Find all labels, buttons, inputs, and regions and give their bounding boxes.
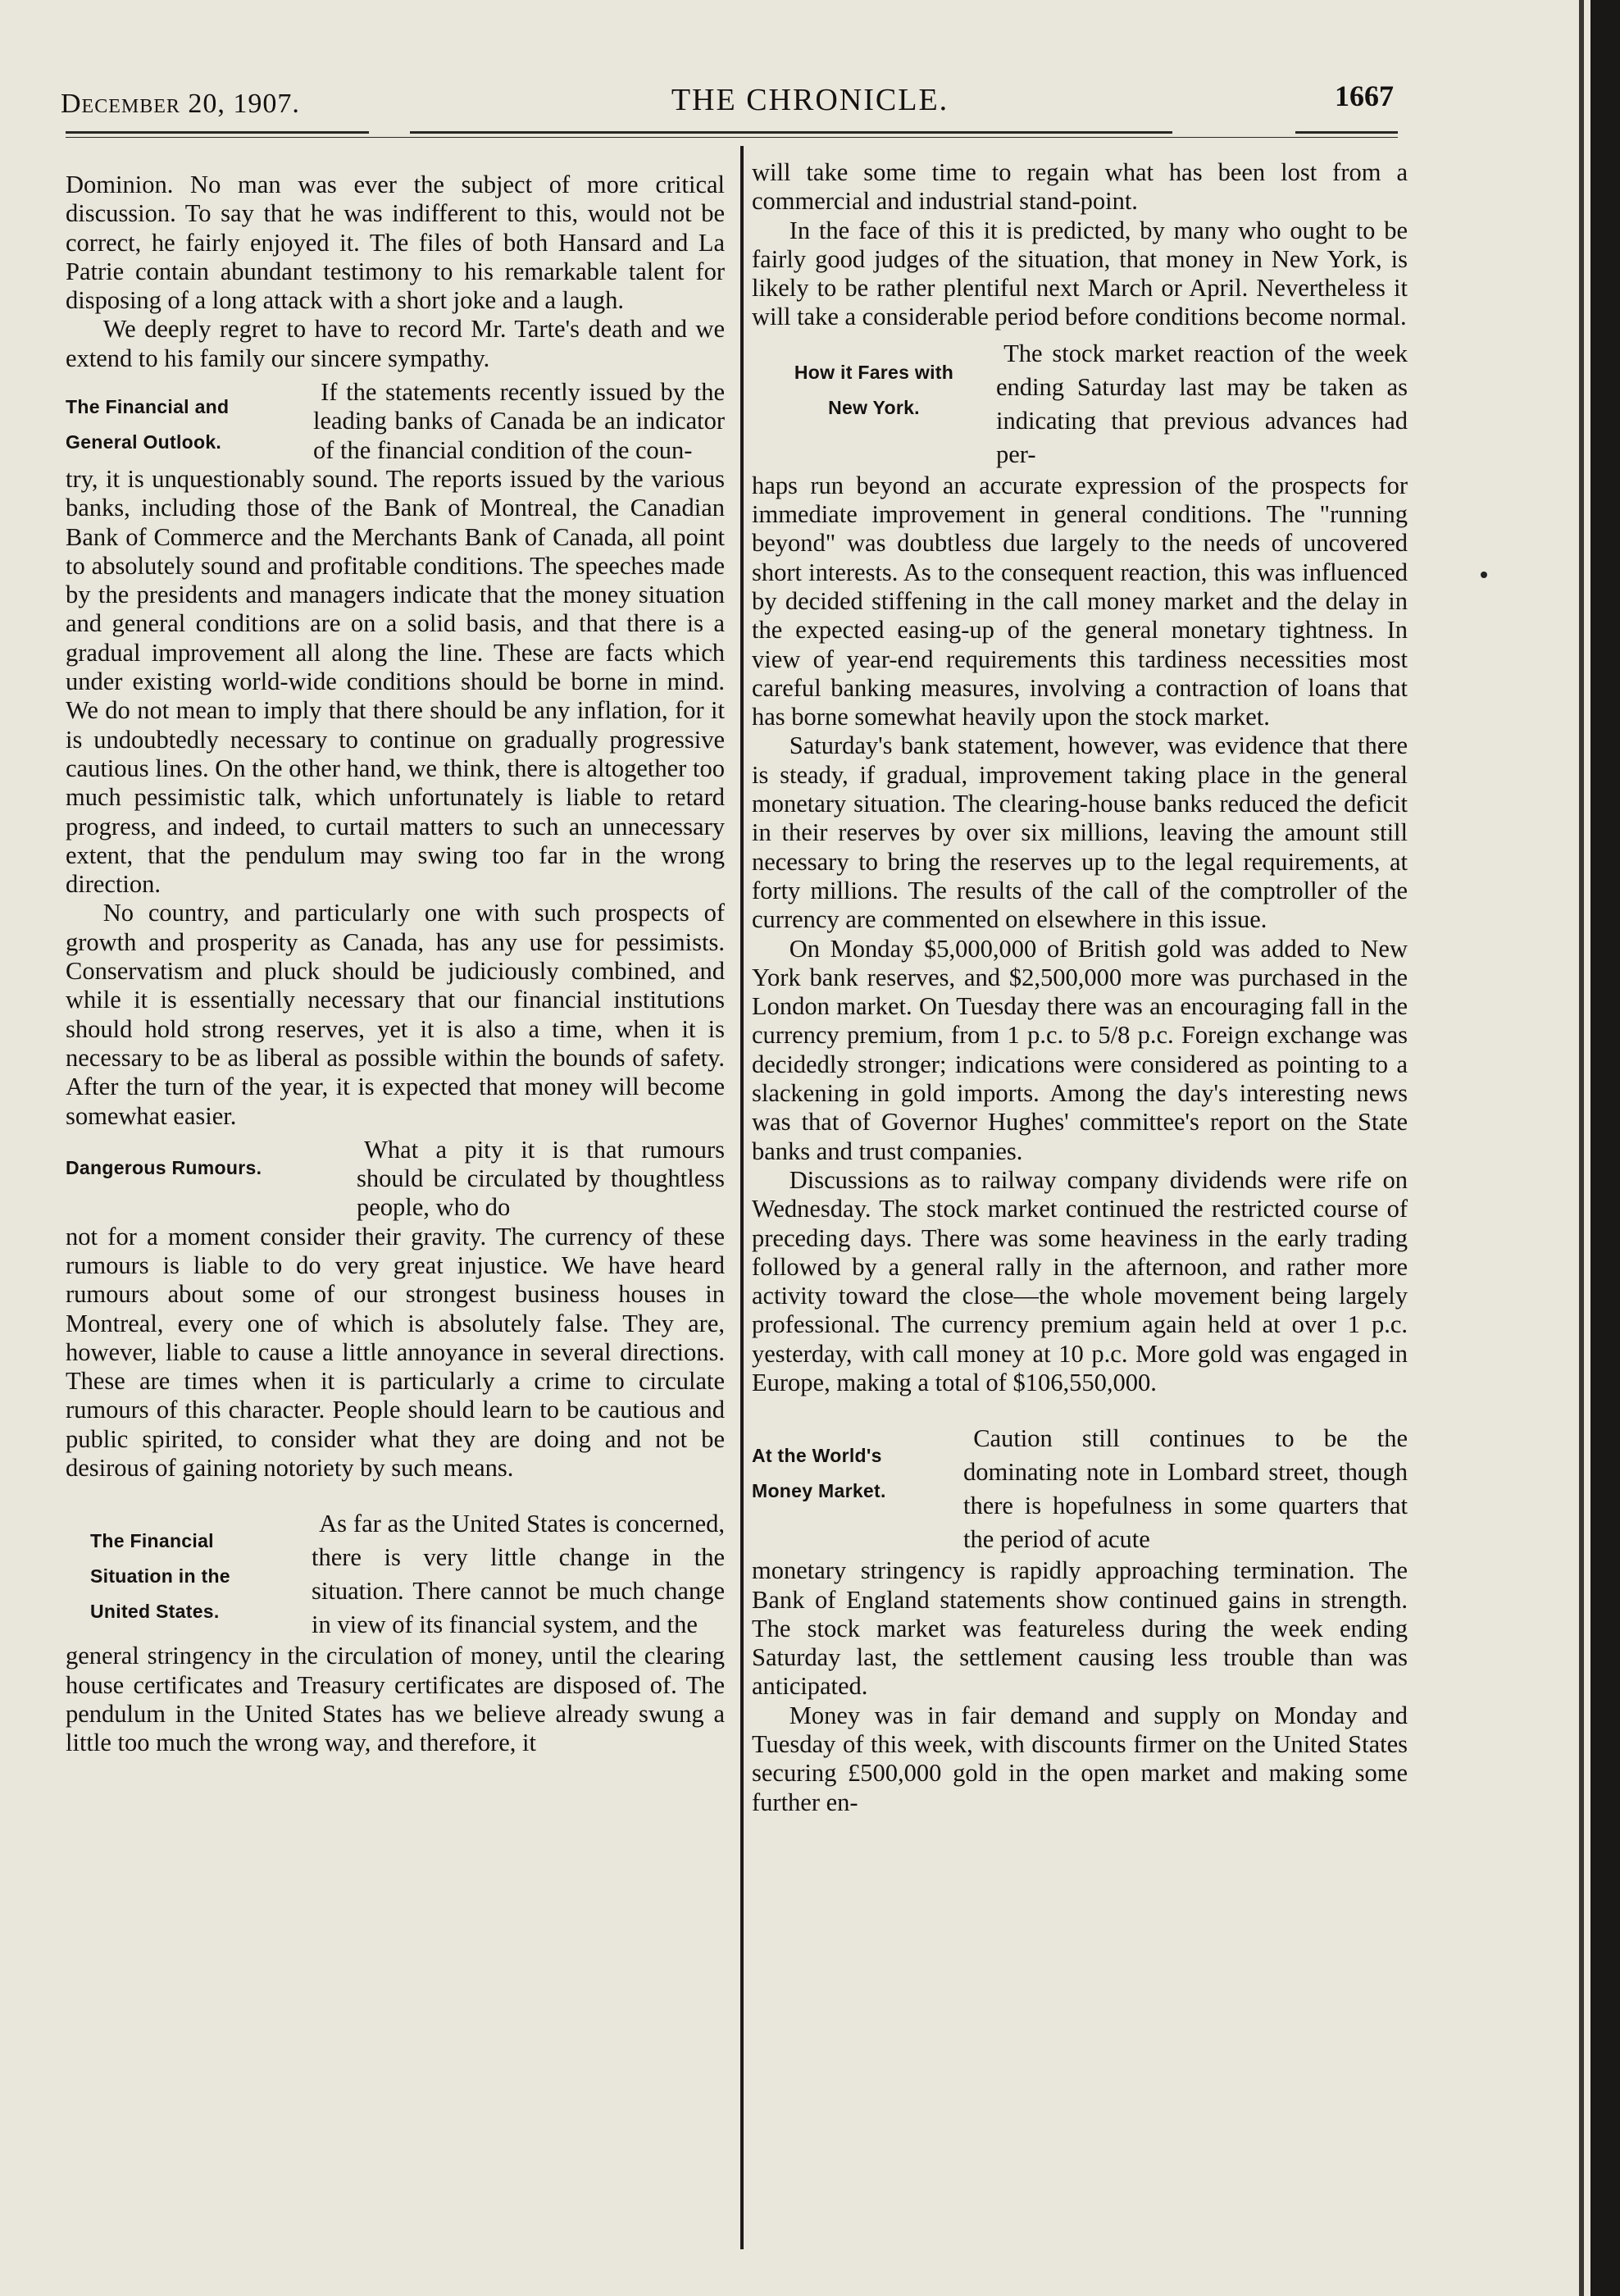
section-heading: At the World's Money Market. xyxy=(752,1445,886,1502)
ink-speck xyxy=(1481,572,1487,578)
new-york-section xyxy=(752,337,1408,472)
prediction-paragraph: In the face of this it is predicted, by many who ought to be fairly good judges of the situation, that money in New York, is likely to be rather plentiful next March or April. Nevertheless it will take a considerable period before conditions become normal. xyxy=(752,216,1408,331)
right-column xyxy=(752,158,1408,1817)
financial-outlook-paragraph-2: No country, and particularly one with such prospects of growth and prosperity as Canada, has any use for pessimists. Conservatism and pluck should be judiciously combined, and while it is essentially necessary that our financial institutions should hold strong reserves, yet it is also a time, when it is necessary to be as liberal as possible within the bounds of safety. After the turn of the year, it is expected that money will become somewhat easier. xyxy=(66,899,725,1130)
money-demand-paragraph: Money was in fair demand and supply on Monday and Tuesday of this week, with discounts firmer on the United States securing £500,000 gold in the open market and making some further en- xyxy=(752,1701,1408,1816)
united-states-section xyxy=(66,1507,725,1642)
section-side-text: As far as the United States is concerned, there is very little change in the situation. There cannot be much change in view of its financial system, and the xyxy=(312,1510,725,1639)
page-edge-shadow xyxy=(1590,0,1620,2296)
dangerous-rumours-section xyxy=(66,1136,725,1223)
new-york-continuation: haps run beyond an accurate expression of the prospects for immediate improvement in general conditions. The "running beyond" was doubtless due largely to the needs of uncovered short interests. As to the consequent reaction, this was influenced by decided stiffening in the call money market and the delay in the expected easing-up of the general monetary tightness. In view of year-end requirements this tardiness necessities most careful banking measures, involving a contraction of loans that has borne somewhat heavily upon the stock market. xyxy=(752,471,1408,731)
publication-title: THE CHRONICLE. xyxy=(671,83,949,117)
section-heading: How it Fares with New York. xyxy=(794,361,954,418)
bank-statement-paragraph: Saturday's bank statement, however, was evidence that there is steady, if gradual, improvement taking place in the general monetary situation. The clearing-house banks reduced the deficit in their reserves by over six millions, leaving the amount still necessary to bring the reserves up to the legal requirements, at forty millions. The results of the call of the comptroller of the currency are commented on elsewhere in this issue. xyxy=(752,731,1408,934)
united-states-continuation: general stringency in the circulation of money, until the clearing house certificates and Treasury certificates are disposed of. The pendulum in the United States has we believe already swung a little too much the wrong way, and therefore, it xyxy=(66,1642,725,1757)
world-money-market-continuation: monetary stringency is rapidly approaching termination. The Bank of England statements show continued gains in strength. The stock market was featureless during the week ending Saturday last, the settlement causing less trouble than was anticipated. xyxy=(752,1556,1408,1701)
section-side-text: What a pity it is that rumours should be circulated by thoughtless people, who do xyxy=(357,1135,725,1222)
column-divider xyxy=(740,146,744,2249)
dangerous-rumours-continuation: not for a moment consider their gravity. The currency of these rumours is liable to do very great injustice. We have heard rumours about some of our strongest business houses in Montreal, every one of which is absolutely false. They are, however, liable to cause a little annoyance in several directions. These are times when it is particularly a crime to circulate rumours of this character. People should learn to be cautious and public spirited, to consider what they are doing and not be desirous of gaining notoriety by such means. xyxy=(66,1222,725,1483)
section-heading: The Financial Situation in the United States. xyxy=(90,1530,230,1623)
header-rule-left xyxy=(66,131,369,134)
section-heading: Dangerous Rumours. xyxy=(66,1156,262,1178)
continued-paragraph: will take some time to regain what has been lost from a commercial and industrial stand-point. xyxy=(752,158,1408,216)
world-money-market-section xyxy=(752,1422,1408,1556)
railway-dividends-paragraph: Discussions as to railway company dividends were rife on Wednesday. The stock market continued the restricted course of preceding days. There was some heaviness in the early trading followed by a general rally in the afternoon, and rather more activity toward the close—the whole movement being largely professional. The currency premium again held at over 1 p.c. yesterday, with call money at 10 p.c. More gold was engaged in Europe, making a total of $106,550,000. xyxy=(752,1165,1408,1396)
gold-imports-paragraph: On Monday $5,000,000 of British gold was added to New York bank reserves, and $2,500,000 more was purchased in the London market. On Tuesday there was an encouraging fall in the currency premium, from 1 p.c. to 5/8 p.c. Foreign exchange was decidedly stronger; indications were considered as pointing to a slackening in gold imports. Among the day's interesting news was that of Governor Hughes' committee's report on the State banks and trust companies. xyxy=(752,934,1408,1165)
header-rule-middle xyxy=(410,131,1172,134)
section-heading: The Financial and General Outlook. xyxy=(66,396,230,453)
header-rule-right xyxy=(1295,131,1398,134)
header-rule-thin xyxy=(66,137,1398,138)
financial-outlook-section xyxy=(66,378,725,465)
section-side-text: If the statements recently issued by the leading banks of Canada be an indicator of the financial condition of the coun- xyxy=(313,378,725,464)
page-number: 1667 xyxy=(1335,80,1394,112)
section-side-text: Caution still continues to be the dominating note in Lombard street, though there is hopefulness in some quarters that the period of acute xyxy=(963,1424,1408,1554)
issue-date: December 20, 1907. xyxy=(61,89,300,119)
left-column xyxy=(66,171,725,1758)
tarte-paragraph: Dominion. No man was ever the subject of more critical discussion. To say that he was indifferent to this, would not be correct, he fairly enjoyed it. The files of both Hansard and La Patrie contain abundant testimony to his remarkable talent for disposing of a long attack with a short joke and a laugh. xyxy=(66,171,725,315)
tarte-condolence: We deeply regret to have to record Mr. Tarte's death and we extend to his family our sincere sympathy. xyxy=(66,315,725,372)
financial-outlook-continuation: try, it is unquestionably sound. The reports issued by the various banks, including those of the Bank of Montreal, the Canadian Bank of Commerce and the Merchants Bank of Canada, all point to absolutely sound and profitable conditions. The speeches made by the presidents and managers indicate that the money situation and general conditions are on a solid basis, and that there is a gradual improvement all along the line. These are facts which under existing world-wide conditions should be borne in mind. We do not mean to imply that there should be any inflation, for it is undoubtedly necessary to continue on gradually progressive cautious lines. On the other hand, we think, there is altogether too much pessimistic talk, which unfortunately is liable to retard progress, and indeed, to curtail matters to such an unnecessary extent, that the pendulum may swing too far in the wrong direction. xyxy=(66,464,725,899)
section-side-text: The stock market reaction of the week ending Saturday last may be taken as indicating that previous advances had per- xyxy=(996,339,1408,468)
